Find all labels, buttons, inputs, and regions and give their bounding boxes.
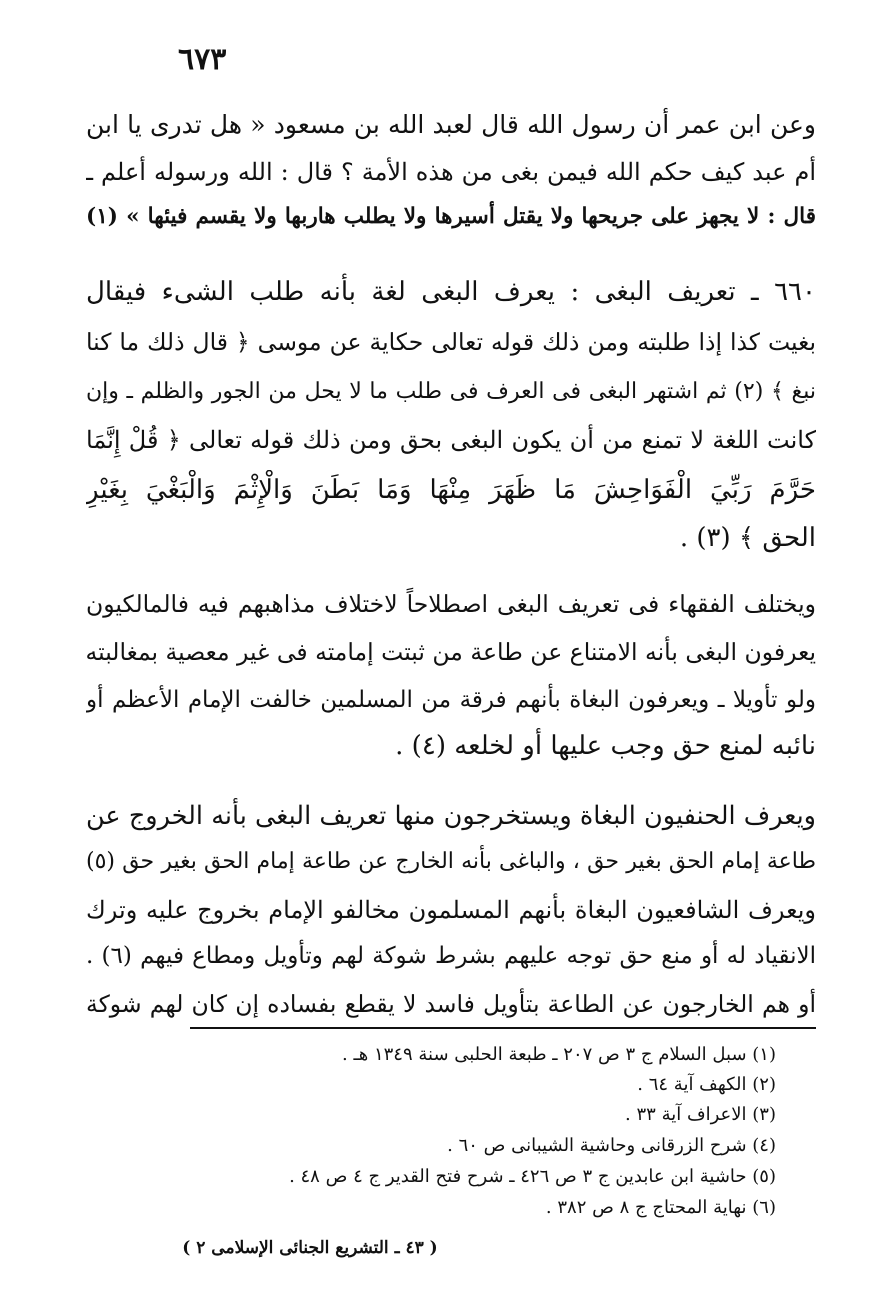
section-heading-line: ٦٦٠ ـ تعريف البغى : يعرف البغى لغة بأنه طلب الشىء فيقال	[86, 277, 816, 307]
text-line: يعرفون البغى بأنه الامتناع عن طاعة من ثبتت إمامته فى غير معصية بمغالبته	[86, 638, 816, 666]
text-line: وعن ابن عمر أن رسول الله قال لعبد الله بن مسعود « هل تدرى يا ابن	[86, 110, 816, 139]
footnote: (١) سبل السلام ج ٣ ص ٢٠٧ ـ طبعة الحلبى سنة ١٣٤٩ هـ .	[342, 1044, 776, 1065]
text-line: نائبه لمنع حق وجب عليها أو لخلعه (٤) .	[395, 731, 816, 761]
page-number: ٦٧٣	[178, 42, 227, 77]
footnote: (٥) حاشية ابن عابدين ج ٣ ص ٤٢٦ ـ شرح فتح القدير ج ٤ ص ٤٨ .	[289, 1166, 776, 1187]
footnote: (٤) شرح الزرقانى وحاشية الشيبانى ص ٦٠ .	[447, 1135, 776, 1156]
text-line: الحق ﴾ (٣) .	[679, 523, 816, 553]
text-line: ويختلف الفقهاء فى تعريف البغى اصطلاحاً لاختلاف مذاهبهم فيه فالمالكيون	[86, 590, 816, 618]
quran-verse-line: حَرَّمَ رَبِّيَ الْفَوَاحِشَ مَا ظَهَرَ مِنْهَا وَمَا بَطَنَ وَالْإِثْمَ وَالْبَغْيَ بِغَيْرِ	[86, 475, 816, 505]
text-line: أم عبد كيف حكم الله فيمن بغى من هذه الأمة ؟ قال : الله ورسوله أعلم ـ	[86, 158, 816, 186]
text-line: ويعرف الشافعيون البغاة بأنهم المسلمون مخالفو الإمام بخروج عليه وترك	[86, 896, 816, 924]
text-line: طاعة إمام الحق بغير حق ، والباغى بأنه الخارج عن طاعة إمام الحق بغير حق (٥)	[86, 849, 816, 874]
text-line: ويعرف الحنفيون البغاة ويستخرجون منها تعريف البغى بأنه الخروج عن	[86, 801, 816, 831]
footnote: (٣) الاعراف آية ٣٣ .	[625, 1104, 776, 1125]
text-line: كانت اللغة لا تمنع من أن يكون البغى بحق ومن ذلك قوله تعالى ﴿ قُلْ إِنَّمَا	[86, 426, 816, 454]
footnote: (٢) الكهف آية ٦٤ .	[637, 1074, 776, 1095]
text-line: بغيت كذا إذا طلبته ومن ذلك قوله تعالى حكاية عن موسى ﴿ قال ذلك ما كنا	[86, 328, 816, 356]
footnote: (٦) نهاية المحتاج ج ٨ ص ٣٨٢ .	[545, 1197, 776, 1218]
text-line: نبغ ﴾ (٢) ثم اشتهر البغى فى العرف فى طلب ما لا يحل من الجور والظلم ـ وإن	[86, 379, 816, 404]
text-line: أو هم الخارجون عن الطاعة بتأويل فاسد لا يقطع بفساده إن كان لهم شوكة	[86, 990, 816, 1018]
text-line: ولو تأويلا ـ ويعرفون البغاة بأنهم فرقة من المسلمين خالفت الإمام الأعظم أو	[86, 687, 816, 713]
text-line: قال : لا يجهز على جريحها ولا يقتل أسيرها ولا يطلب هاربها ولا يقسم فيئها » (١)	[86, 204, 816, 229]
footnote-divider	[190, 1027, 816, 1029]
text-line: الانقياد له أو منع حق توجه عليهم بشرط شوكة لهم وتأويل ومطاع فيهم (٦) .	[86, 943, 816, 969]
signature-footer: ( ٤٣ ـ التشريع الجنائى الإسلامى ٢ )	[182, 1238, 438, 1258]
